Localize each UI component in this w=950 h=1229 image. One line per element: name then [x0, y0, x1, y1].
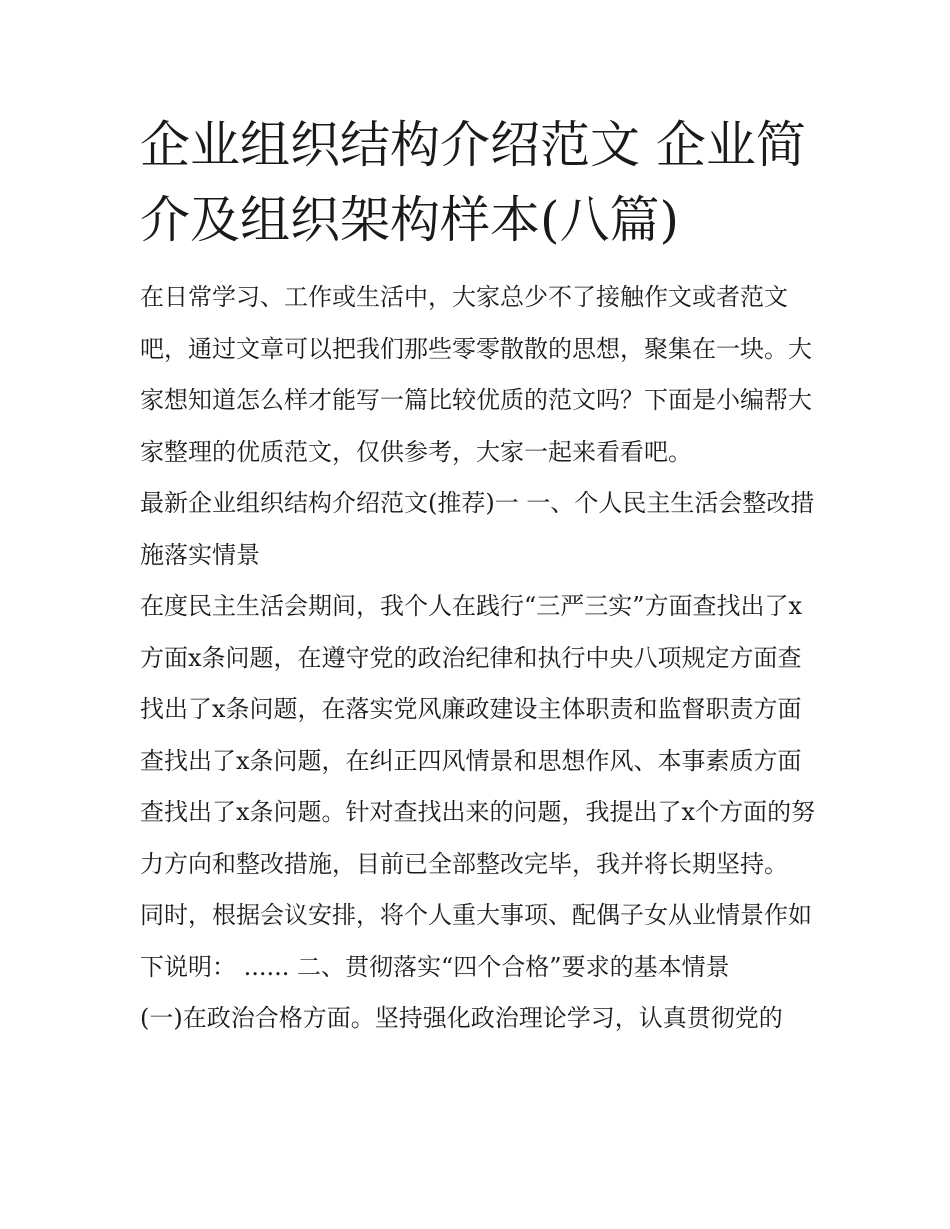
title-line-2: 介及组织架构样本(八篇) [140, 191, 680, 249]
body-paragraph: (一)在政治合格方面。坚持强化政治理论学习，认真贯彻党的 [140, 1004, 783, 1032]
section-heading: 最新企业组织结构介绍范文(推荐)一 一、个人民主生活会整改措施落实情景 [140, 489, 815, 569]
document-page [140, 108, 820, 1045]
body-paragraph: 在度民主生活会期间，我个人在践行“三严三实”方面查找出了x方面x条问题，在遵守党的政治纪律和执行中央八项规定方面查找出了x条问题，在落实党风廉政建设主体职责和监督职责方面查找出了x条问题，在纠正四风情景和思想作风、本事素质方面查找出了x条问题。针对查找出来的问题，我提出了x个方面的努力方向和整改措施，目前已全部整改完毕，我并将长期坚持。 [140, 592, 816, 878]
title-line-1: 企业组织结构介绍范文 企业简 [140, 116, 806, 174]
intro-paragraph: 在日常学习、工作或生活中，大家总少不了接触作文或者范文吧，通过文章可以把我们那些零零散散的思想，聚集在一块。大家想知道怎么样才能写一篇比较优质的范文吗？下面是小编帮大家整理的优质范文，仅供参考，大家一起来看看吧。 [140, 283, 812, 466]
document-title [140, 108, 820, 258]
body-paragraph: 同时，根据会议安排，将个人重大事项、配偶子女从业情景作如下说明： ...... 二、贯彻落实“四个合格”要求的基本情景 [140, 901, 812, 981]
